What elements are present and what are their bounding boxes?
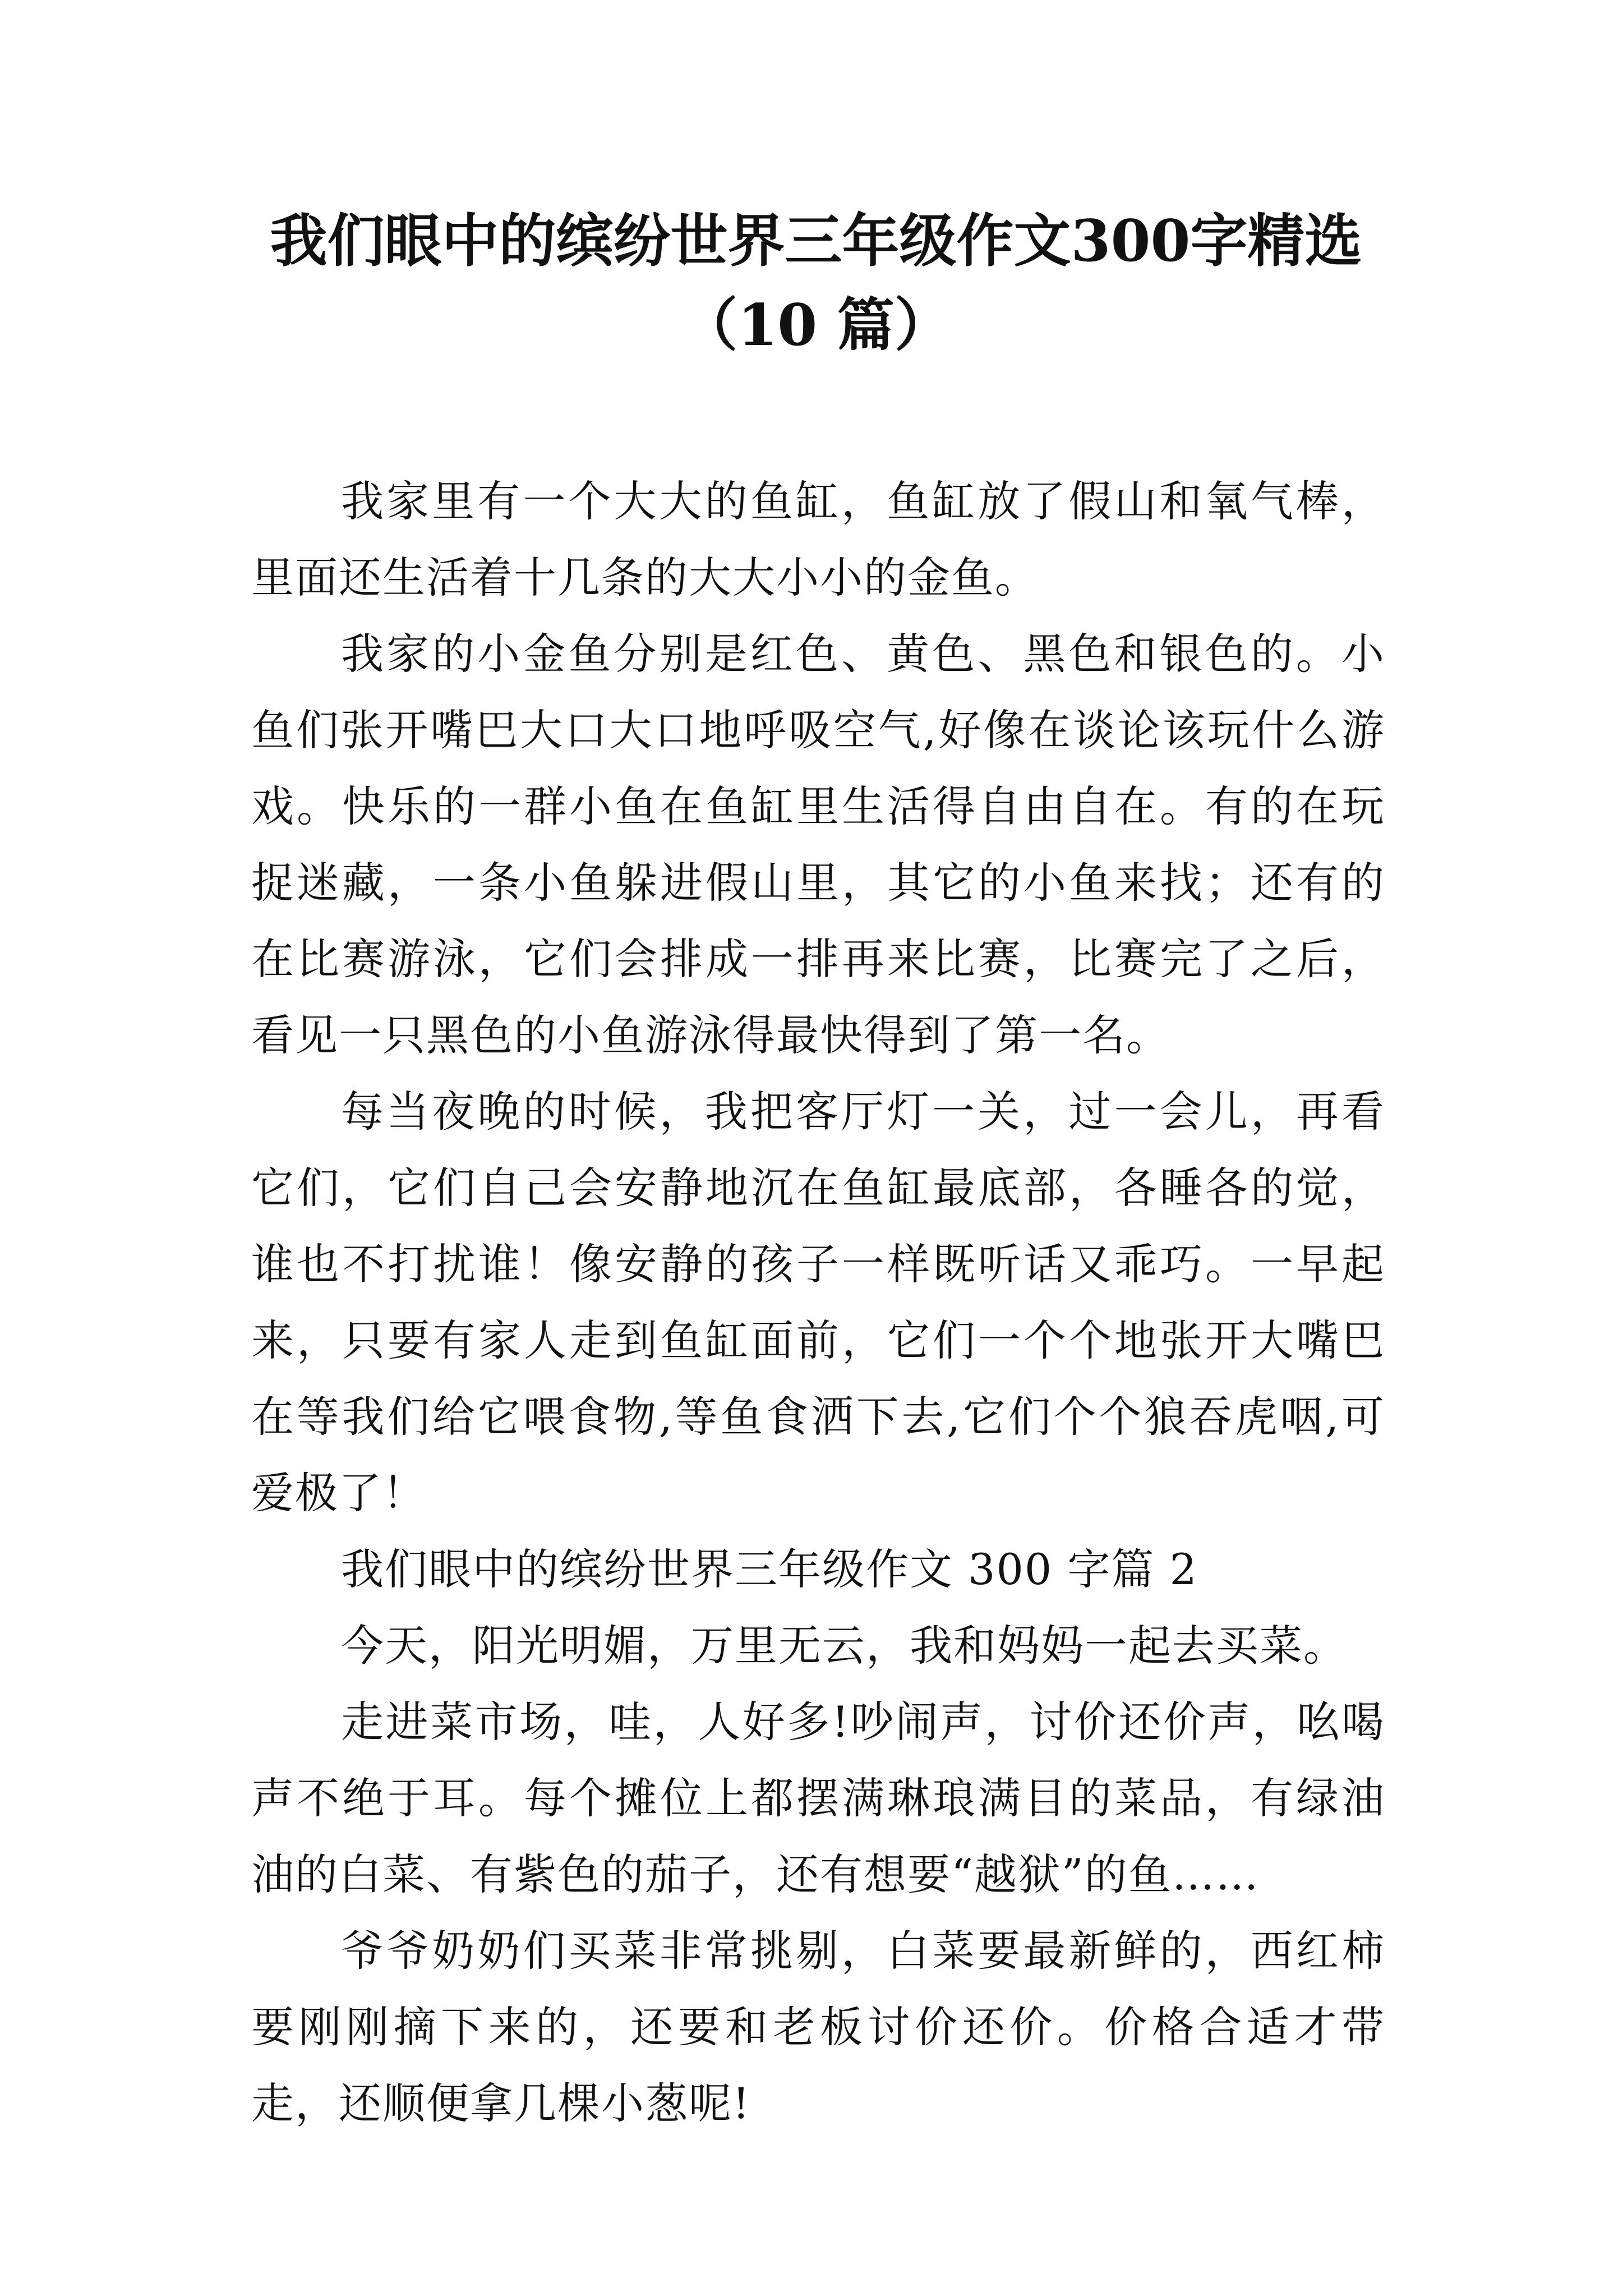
document-title-line-2: （10 篇） bbox=[680, 292, 952, 359]
section-heading-2: 我们眼中的缤纷世界三年级作文 300 字篇 2 bbox=[341, 1544, 1198, 1594]
paragraph-4: 今天，阳光明媚，万里无云，我和妈妈一起去买菜。 bbox=[341, 1621, 1347, 1671]
document-title-line-1: 我们眼中的缤纷世界三年级作文300字精选 bbox=[270, 208, 1362, 275]
document-body bbox=[251, 463, 1385, 2142]
paragraph-6: 爷爷奶奶们买菜非常挑剔，白菜要最新鲜的，西红柿要刚刚摘下来的，还要和老板讨价还价。价格合适才带走，还顺便拿几棵小葱呢! bbox=[251, 1926, 1385, 2128]
paragraph-2: 我家的小金鱼分别是红色、黄色、黑色和银色的。小鱼们张开嘴巴大口大口地呼吸空气,好像在谈论该玩什么游戏。快乐的一群小鱼在鱼缸里生活得自由自在。有的在玩捉迷藏，一条小鱼躲进假山里，其它的小鱼来找；还有的在比赛游泳，它们会排成一排再来比赛，比赛完了之后，看见一只黑色的小鱼游泳得最快得到了第一名。 bbox=[251, 629, 1385, 1060]
paragraph-5: 走进菜市场，哇，人好多!吵闹声，讨价还价声，吆喝声不绝于耳。每个摊位上都摆满琳琅满目的菜品，有绿油油的白菜、有紫色的茄子，还有想要“越狱”的鱼…… bbox=[251, 1697, 1385, 1899]
paragraph-1: 我家里有一个大大的鱼缸，鱼缸放了假山和氧气棒，里面还生活着十几条的大大小小的金鱼。 bbox=[251, 476, 1385, 602]
paragraph-3: 每当夜晚的时候，我把客厅灯一关，过一会儿，再看它们，它们自己会安静地沉在鱼缸最底部，各睡各的觉，谁也不打扰谁！像安静的孩子一样既听话又乖巧。一早起来，只要有家人走到鱼缸面前，它们一个个地张开大嘴巴在等我们给它喂食物,等鱼食洒下去,它们个个狼吞虎咽,可爱极了！ bbox=[251, 1087, 1385, 1518]
